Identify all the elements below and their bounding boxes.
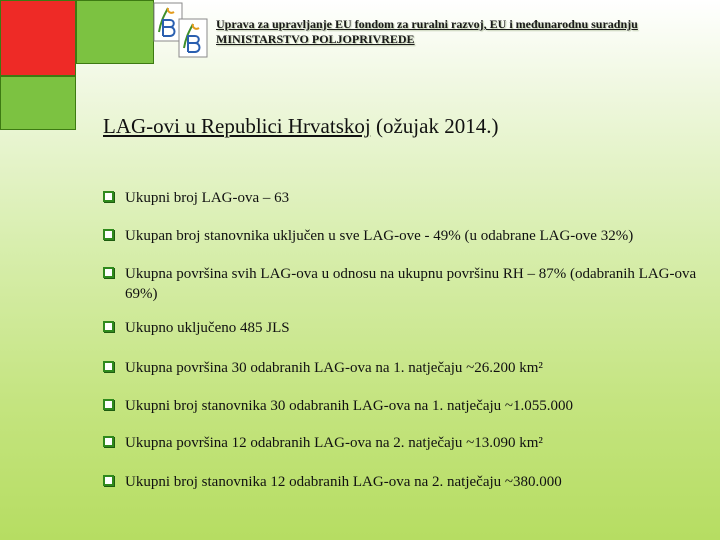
decorative-green-square-left <box>0 76 76 130</box>
list-item-text: Ukupna površina 12 odabranih LAG-ova na 2. natječaju ~13.090 km² <box>125 435 543 451</box>
checkbox-bullet-icon <box>103 436 114 447</box>
list-item-text: Ukupni broj stanovnika 30 odabranih LAG-ova na 1. natječaju ~1.055.000 <box>125 398 574 414</box>
decorative-red-square <box>0 0 76 76</box>
list-item-text: Ukupni broj LAG-ova – 63 <box>125 190 290 206</box>
list-item <box>103 433 715 453</box>
checkbox-bullet-icon <box>103 475 114 486</box>
header-line-2: MINISTARSTVO POLJOPRIVREDE <box>216 32 415 46</box>
list-item-text: Ukupna površina svih LAG-ova u odnosu na ukupnu površinu RH – 87% (odabranih LAG-ova 69%) <box>125 266 697 302</box>
checkbox-bullet-icon <box>103 399 114 410</box>
checkbox-bullet-icon <box>103 229 114 240</box>
page-title-main: LAG-ovi u Republici Hrvatskoj <box>103 114 371 138</box>
checkbox-bullet-icon <box>103 321 114 332</box>
list-item <box>103 226 715 246</box>
list-item <box>103 396 715 416</box>
list-item-text: Ukupno uključeno 485 JLS <box>125 320 290 336</box>
checkbox-bullet-icon <box>103 267 114 278</box>
page-title-date: (ožujak 2014.) <box>370 114 499 138</box>
list-item <box>103 264 715 304</box>
decorative-green-square-top <box>76 0 154 64</box>
ministry-logo-icon <box>178 18 208 58</box>
list-item <box>103 472 715 492</box>
checkbox-bullet-icon <box>103 361 114 372</box>
list-item <box>103 358 715 378</box>
list-item-text: Ukupna površina 30 odabranih LAG-ova na 1. natječaju ~26.200 km² <box>125 360 543 376</box>
list-item-text: Ukupni broj stanovnika 12 odabranih LAG-ova na 2. natječaju ~380.000 <box>125 474 562 490</box>
header-line-1: Uprava za upravljanje EU fondom za ruralni razvoj, EU i međunarodnu suradnju <box>216 17 638 31</box>
page-title <box>103 114 498 139</box>
list-item <box>103 188 715 208</box>
header <box>216 17 638 47</box>
checkbox-bullet-icon <box>103 191 114 202</box>
list-item-text: Ukupan broj stanovnika uključen u sve LAG-ove - 49% (u odabrane LAG-ove 32%) <box>125 228 634 244</box>
list-item <box>103 318 715 338</box>
